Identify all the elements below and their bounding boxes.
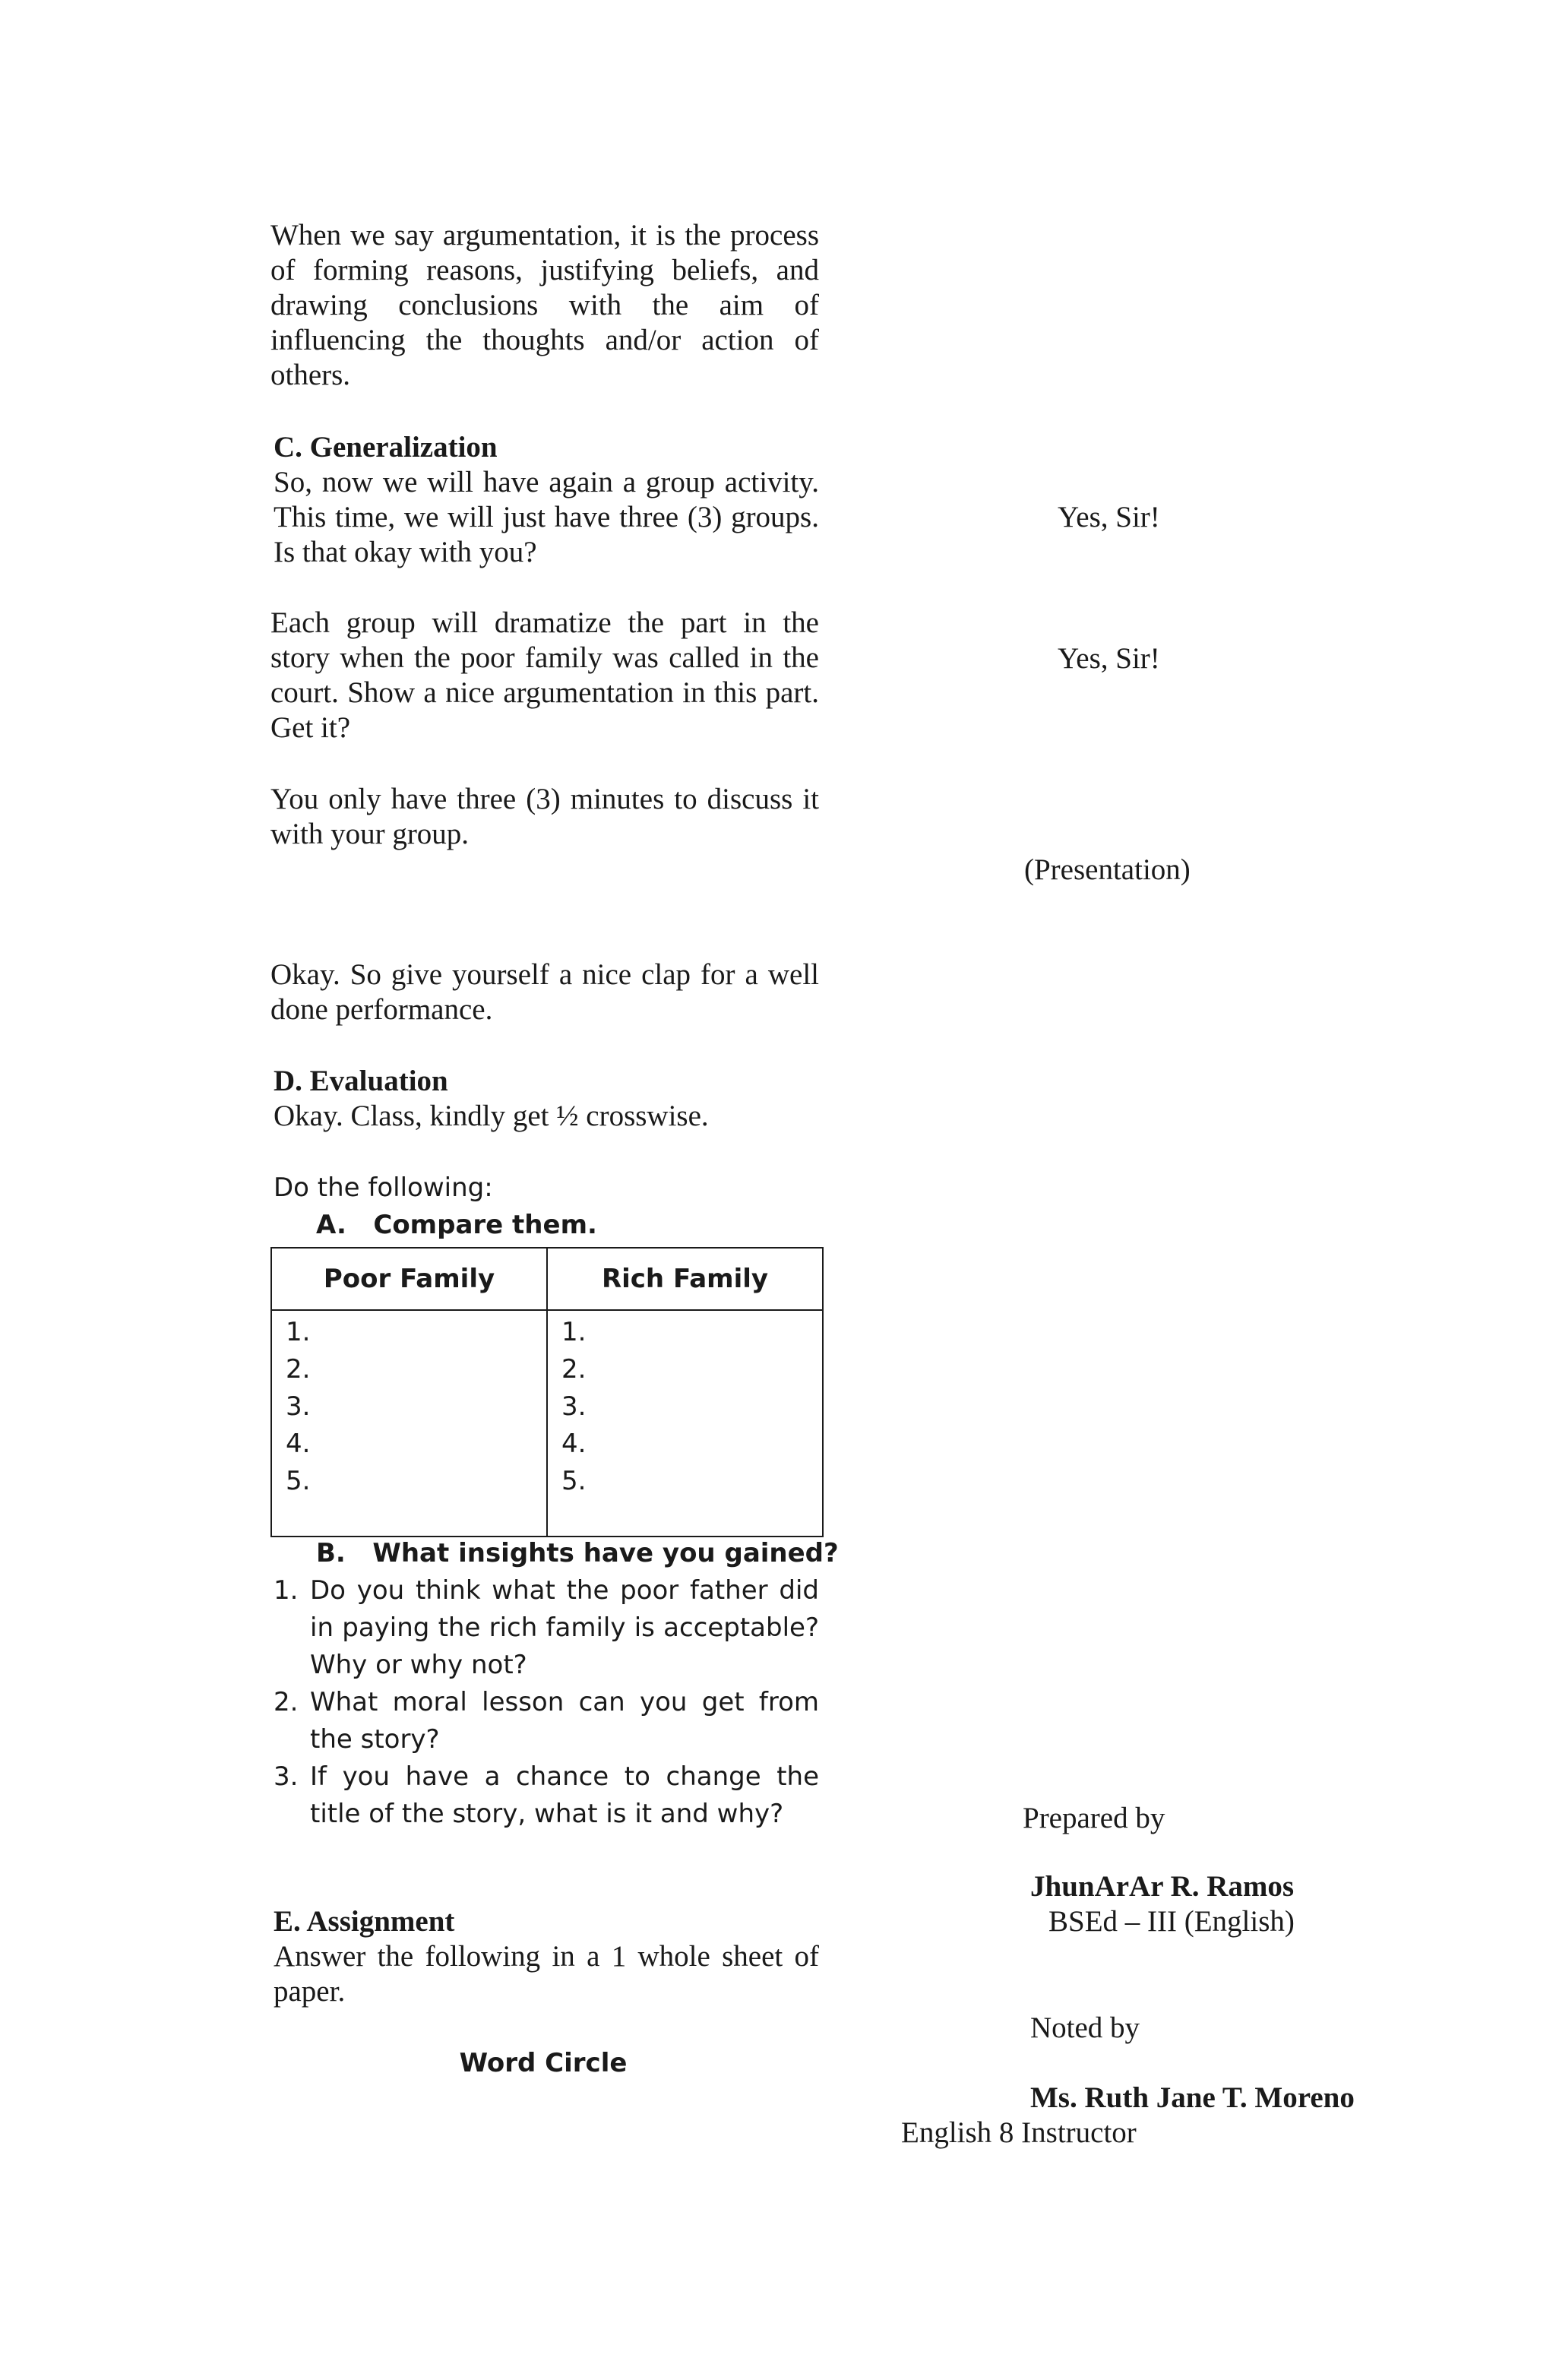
compare-table [270,1247,824,1537]
generalization-paragraph-3: You only have three (3) minutes to discuss it with your group. [270,783,819,850]
list-item [274,1758,819,1833]
list-item: 1. [286,1317,311,1347]
student-response-1: Yes, Sir! [1058,501,1160,533]
prepared-by-name: JhunArAr R. Ramos [1030,1870,1295,1903]
assignment-heading: E. Assignment [274,1905,455,1938]
table-header-row [271,1248,823,1310]
do-following-label: Do the following: [274,1173,493,1203]
generalization-paragraph-1: So, now we will have again a group activity. This time, we will just have three (3) groups. Is that okay with you? [274,466,819,568]
list-item [274,1684,819,1758]
table-header-rich-family: Rich Family [547,1248,823,1310]
evaluation-heading: D. Evaluation [274,1065,448,1097]
noted-by-label: Noted by [1030,2011,1140,2044]
list-item: 4. [286,1429,311,1459]
list-item: 5. [286,1466,311,1496]
question-text: If you have a chance to change the title of the story, what is it and why? [310,1761,819,1829]
question-number: 2. [274,1687,299,1717]
list-item: 3. [561,1391,587,1422]
word-circle-title: Word Circle [459,2048,628,2078]
intro-paragraph: When we say argumentation, it is the process of forming reasons, justifying beliefs, and drawing conclusions with the aim of influencing the thoughts and/or action of others. [270,219,819,391]
table-row [271,1310,823,1537]
list-item: 2. [561,1354,587,1385]
evaluation-paragraph: Okay. Class, kindly get ½ crosswise. [274,1100,709,1132]
list-item: 1. [561,1317,587,1347]
part-b-heading: B. What insights have you gained? [316,1538,839,1568]
list-item: 4. [561,1429,587,1459]
part-a-heading: A. Compare them. [316,1210,597,1240]
generalization-paragraph-2: Each group will dramatize the part in the story when the poor family was called in the court. Show a nice argumentation in this part. Get it? [270,606,819,744]
noted-by-name: Ms. Ruth Jane T. Moreno [1030,2081,1355,2114]
table-header-poor-family: Poor Family [271,1248,547,1310]
list-item: 5. [561,1466,587,1496]
question-number: 1. [274,1575,299,1606]
student-presentation: (Presentation) [1024,853,1191,886]
list-item [274,1572,819,1684]
question-number: 3. [274,1761,299,1792]
prepared-by-label: Prepared by [1023,1802,1165,1834]
generalization-paragraph-4: Okay. So give yourself a nice clap for a well done performance. [270,958,819,1026]
generalization-heading: C. Generalization [274,431,498,464]
poor-family-cell [271,1310,547,1537]
question-text: What moral lesson can you get from the story? [310,1687,819,1755]
noted-by-role: English 8 Instructor [901,2116,1137,2149]
assignment-paragraph: Answer the following in a 1 whole sheet of paper. [274,1940,819,2008]
list-item: 2. [286,1354,311,1385]
insights-question-list [274,1572,819,1833]
rich-family-cell [547,1310,823,1537]
student-response-2: Yes, Sir! [1058,642,1160,675]
list-item: 3. [286,1391,311,1422]
prepared-by-role: BSEd – III (English) [1048,1905,1295,1938]
question-text: Do you think what the poor father did in paying the rich family is acceptable? Why or why not? [310,1575,819,1680]
